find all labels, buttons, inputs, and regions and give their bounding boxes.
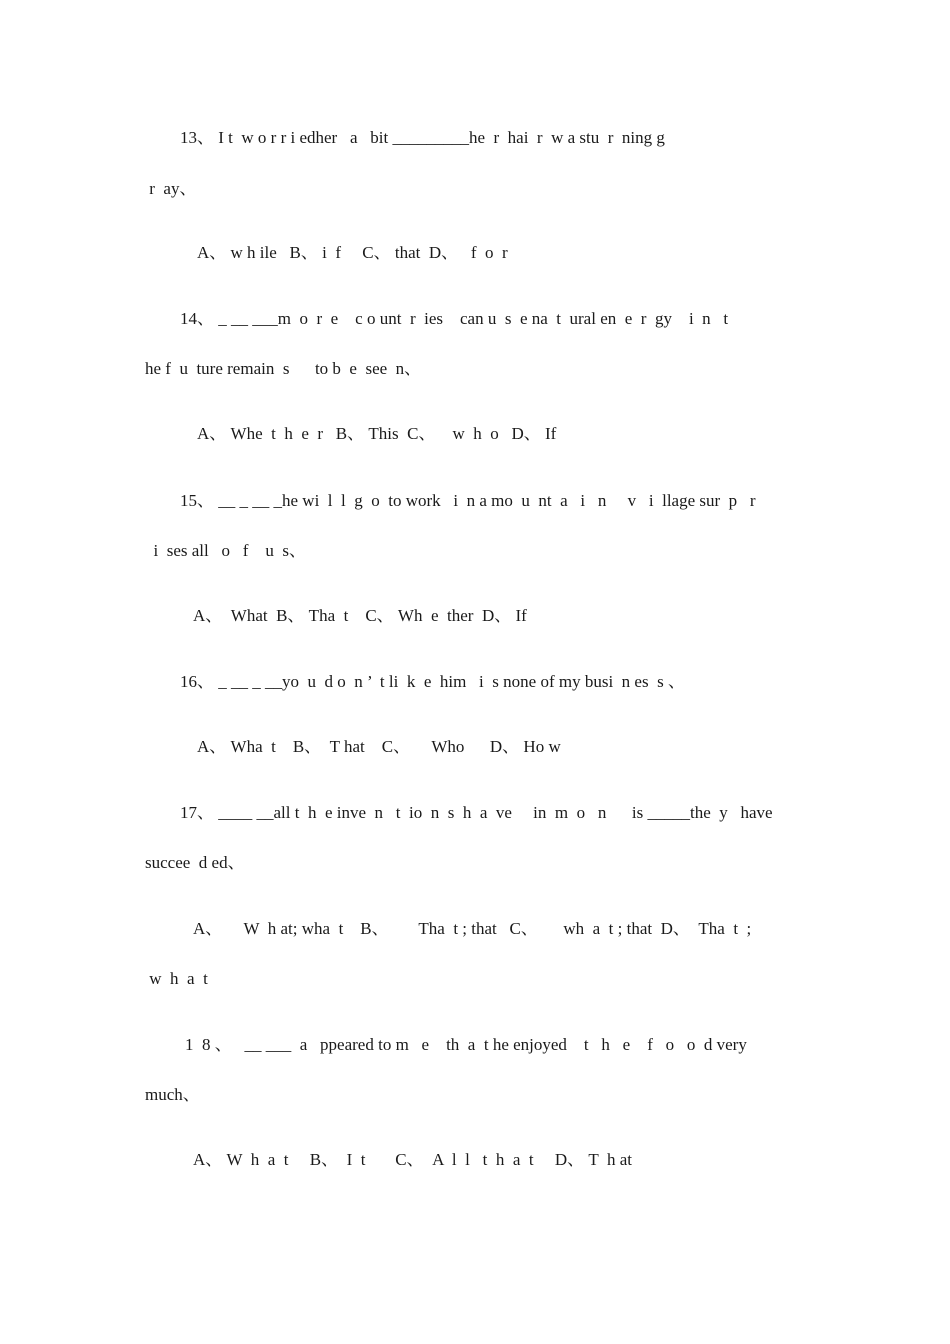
- question-14-options: A、 Whe t h e r B、 This C、 w h o D、 If: [197, 424, 557, 443]
- question-17-options-line-1: A、 W h at; wha t B、 Tha t ; that C、 wh a t ; that D、 Tha t ;: [193, 919, 752, 938]
- question-14-stem-line-1: 14、 _ __ ___m o r e c o unt r ies can u s e na t ural en e r gy i n t: [180, 309, 729, 328]
- question-17-options-line-2: w h a t: [145, 969, 208, 988]
- question-18-options: A、 W h a t B、 I t C、 A l l t h a t D、 T h at: [193, 1150, 632, 1169]
- question-17-stem-line-1: 17、 ____ __all t h e inve n t io n s h a ve in m o n is _____the y have: [180, 803, 773, 822]
- question-18-stem-line-2: much、: [145, 1085, 200, 1104]
- question-17-stem-line-2: succee d ed、: [145, 853, 245, 872]
- question-18-stem-line-1: 1 8 、 __ ___ a ppeared to m e th a t he enjoyed t h e f o o d very: [185, 1035, 747, 1054]
- question-15-stem-line-1: 15、 __ _ __ _he wi l l g o to work i n a mo u nt a i n v i llage sur p r: [180, 491, 756, 510]
- question-13-stem-line-1: 13、 I t w o r r i edher a bit _________he r hai r w a stu r ning g: [180, 128, 665, 147]
- question-15-stem-line-2: i ses all o f u s、: [145, 541, 307, 560]
- question-15-options: A、 What B、 Tha t C、 Wh e ther D、 If: [193, 606, 527, 625]
- question-13-options: A、 w h ile B、 i f C、 that D、 f o r: [197, 243, 508, 262]
- question-13-stem-line-2: r ay、: [145, 179, 197, 198]
- question-16-options: A、 Wha t B、 T hat C、 Who D、 Ho w: [197, 737, 561, 756]
- question-16-stem-line-1: 16、 _ __ _ __yo u d o n ’ t li k e him i s none of my busi n es s 、: [180, 672, 685, 691]
- question-14-stem-line-2: he f u ture remain s to b e see n、: [145, 359, 422, 378]
